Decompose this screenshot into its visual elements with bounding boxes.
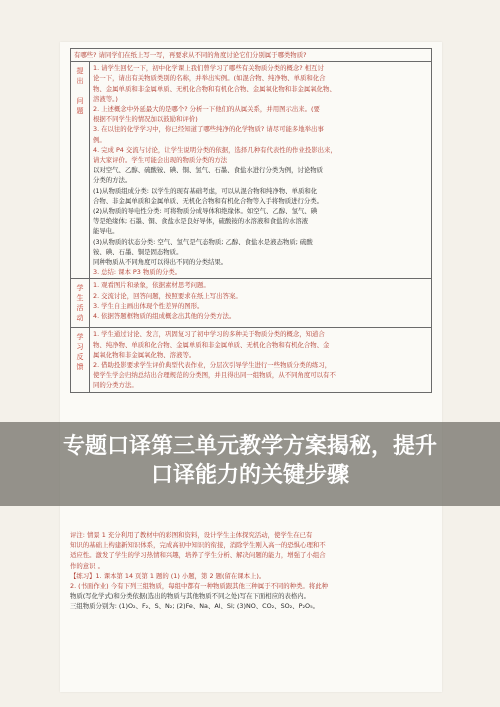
content-line: 物、金属单质和非金属单质、无机化合物和有机化合物、金属氧化物和非金属氧化物、 — [93, 84, 336, 93]
table-intro-cell — [71, 49, 432, 62]
exercise-line: 三组物质分别为: (1)O₂、F₂、S、N₂; (2)Fe、Na、Al、Si; (3)NO、CO₂、SO₂、P₂O₅。 — [70, 602, 320, 611]
content-line: 1. 学生通过讨论、发言，巩固复习了初中学习的多种关于物质分类的概念，知道合 — [93, 330, 325, 339]
content-line: (3)从物质的状态分类: 空气、氢气是气态物质; 乙醇、食盐水是液态物质; 硫酸 — [93, 237, 313, 246]
exercise-line: 【练习】1. 课本第 14 页第 1 题的 (1) 小题，第 2 题(留在课本上)。 — [70, 571, 266, 580]
content-line: 3. 学生自主画出体现个性差异的图形。 — [93, 301, 204, 310]
section-label-raise-questions — [71, 62, 90, 279]
title-banner — [0, 422, 500, 506]
intro-text: 有哪些? 请同学们在纸上写一写，再要求从不同的角度讨论它们分别属于哪类物质? — [74, 51, 307, 59]
content-line: 1. 请学生回忆一下，初中化学课上我们曾学习了哪些有关物质分类的概念? 相互讨 — [93, 64, 324, 73]
content-line: 使学生学会归纳总结出合理规范的分类图，并且得出同一组物质，从不同角度可以有不 — [93, 371, 336, 380]
content-line: 4. 完成 P4 交流与讨论，让学生说明分类的依据，选择几种有代表性的作业投影出来， — [93, 145, 337, 154]
section-label-learning-feedback — [71, 328, 90, 392]
content-line: 论一下，请出有关物质类别的名称，并举出实例。(如混合物、纯净物、单质和化合 — [93, 74, 326, 83]
content-line: 2. 借助投影要求学生评价典型代表作业，分层次引导学生进行一些物质分类的练习， — [93, 361, 332, 370]
commentary-line: 适应性。激发了学生的学习热情和兴趣，培养了学生分析、解决问题的能力，增强了小组合 — [70, 551, 326, 560]
table-row — [71, 62, 432, 279]
section-content-raise-questions — [90, 62, 432, 279]
banner-title — [0, 432, 500, 490]
banner-title-line-2: 口译能力的关键步骤 — [150, 463, 349, 488]
content-line: 2. 交流讨论，回答问题，按照要求在纸上写出答案。 — [93, 291, 242, 300]
table-row — [71, 279, 432, 328]
section-label-char: 动 — [76, 314, 84, 323]
content-line: 同种物质从不同角度可以得出不同的分类结果。 — [93, 258, 228, 267]
section-label-char: 馈 — [76, 363, 84, 372]
section-label-student-activity — [71, 279, 90, 328]
section-label-char: 题 — [76, 107, 84, 116]
content-line: 请大家评价。学生可能会出现的物质分类的方法 — [93, 156, 228, 165]
content-line: 分类的方法。 — [93, 176, 132, 185]
section-content-learning-feedback — [90, 328, 432, 392]
exercise-line: 2. (书面作业) 今有下列三组物质，每组中都有一种物质跟其他三种属于不同的种类。将此种 — [70, 582, 328, 591]
section-label-char: 学 — [76, 333, 84, 342]
section-label-char: 出 — [76, 77, 84, 86]
section-label-char: 活 — [76, 304, 84, 313]
commentary-block — [70, 530, 432, 612]
exercise-line: 物质(写化学式)和分类依据(选出的物质与其他物质不同之处)写在下面相应的表格内。 — [70, 592, 311, 601]
content-line: 物、纯净物、单质和化合物、金属单质和非金属单质、无机化合物和有机化合物、金 — [93, 340, 330, 349]
table-row — [71, 328, 432, 392]
content-line: 1. 观看图片和录象，依据素材思考问题。 — [93, 281, 210, 290]
section-label-char: 提 — [76, 67, 84, 76]
section-label-char: 问 — [76, 97, 84, 106]
banner-title-line-1: 专题口译第三单元教学方案揭秘，提升 — [62, 434, 437, 459]
content-line: 铵、碘、石墨、铜是固态物质。 — [93, 247, 183, 256]
content-line: (2)从物质的导电性分类: 可将物质分成导体和绝缘体。如空气、乙醇、氢气、碘 — [93, 207, 318, 216]
commentary-line: 评注: 情景 1 充分利用了教材中的彩图和资料，设计学生主体探究活动，使学生在已有 — [70, 531, 313, 539]
commentary-line: 知识的基础上构建新知识体系，完成高初中知识的衔接，消除学生刚入高一的恐惧心理和不 — [70, 541, 326, 550]
content-line: 4. 依据答题框物质的组成概念出其他的分类方法。 — [93, 312, 236, 321]
section-content-student-activity — [90, 279, 432, 328]
content-line: 例。 — [93, 135, 106, 144]
content-line: 能导电。 — [93, 227, 119, 236]
content-line: 2. 上述概念中外延最大的是哪个? 分析一下他们的从属关系，并用图示出来。(要 — [93, 105, 320, 114]
content-line: (1)从物质组成分类: 以学生的现有基础考虑，可以从混合物和纯净物、单质和化 — [93, 186, 318, 195]
content-line: 3. 总结: 课本 P3 物质的分类。 — [93, 268, 182, 277]
content-line: 以对空气、乙醇、硫酸铵、碘、铜、氢气、石墨、食盐水进行分类为例，讨论物质 — [93, 166, 324, 175]
content-line: 同的分类方法。 — [93, 381, 138, 390]
content-line: 等是绝缘体; 石墨、铜、食盐水是良好导体，硫酸铵的水溶液和食盐的水溶液 — [93, 217, 309, 226]
section-label-char: 习 — [76, 343, 84, 352]
content-line: 根据不同学生的情况加以鼓励和评价) — [93, 115, 198, 124]
table-row — [71, 49, 432, 62]
section-label-char: 学 — [76, 284, 84, 293]
content-line: 3. 在以往的化学学习中，你已经知道了哪些纯净的化学物质? 请尽可能多地举出事 — [93, 125, 324, 134]
section-label-char: 生 — [76, 294, 84, 303]
lesson-plan-table — [70, 48, 432, 393]
content-line: 合物、非金属单质和金属单质、无机化合物和有机化合物等入手将物质进行分类。 — [93, 196, 324, 205]
commentary-line: 作的意识 。 — [70, 561, 104, 570]
content-line: 属氧化物和非金属氧化物、溶液等。 — [93, 350, 196, 359]
section-label-char: 反 — [76, 353, 84, 362]
content-line: 溶液等。) — [93, 94, 118, 103]
